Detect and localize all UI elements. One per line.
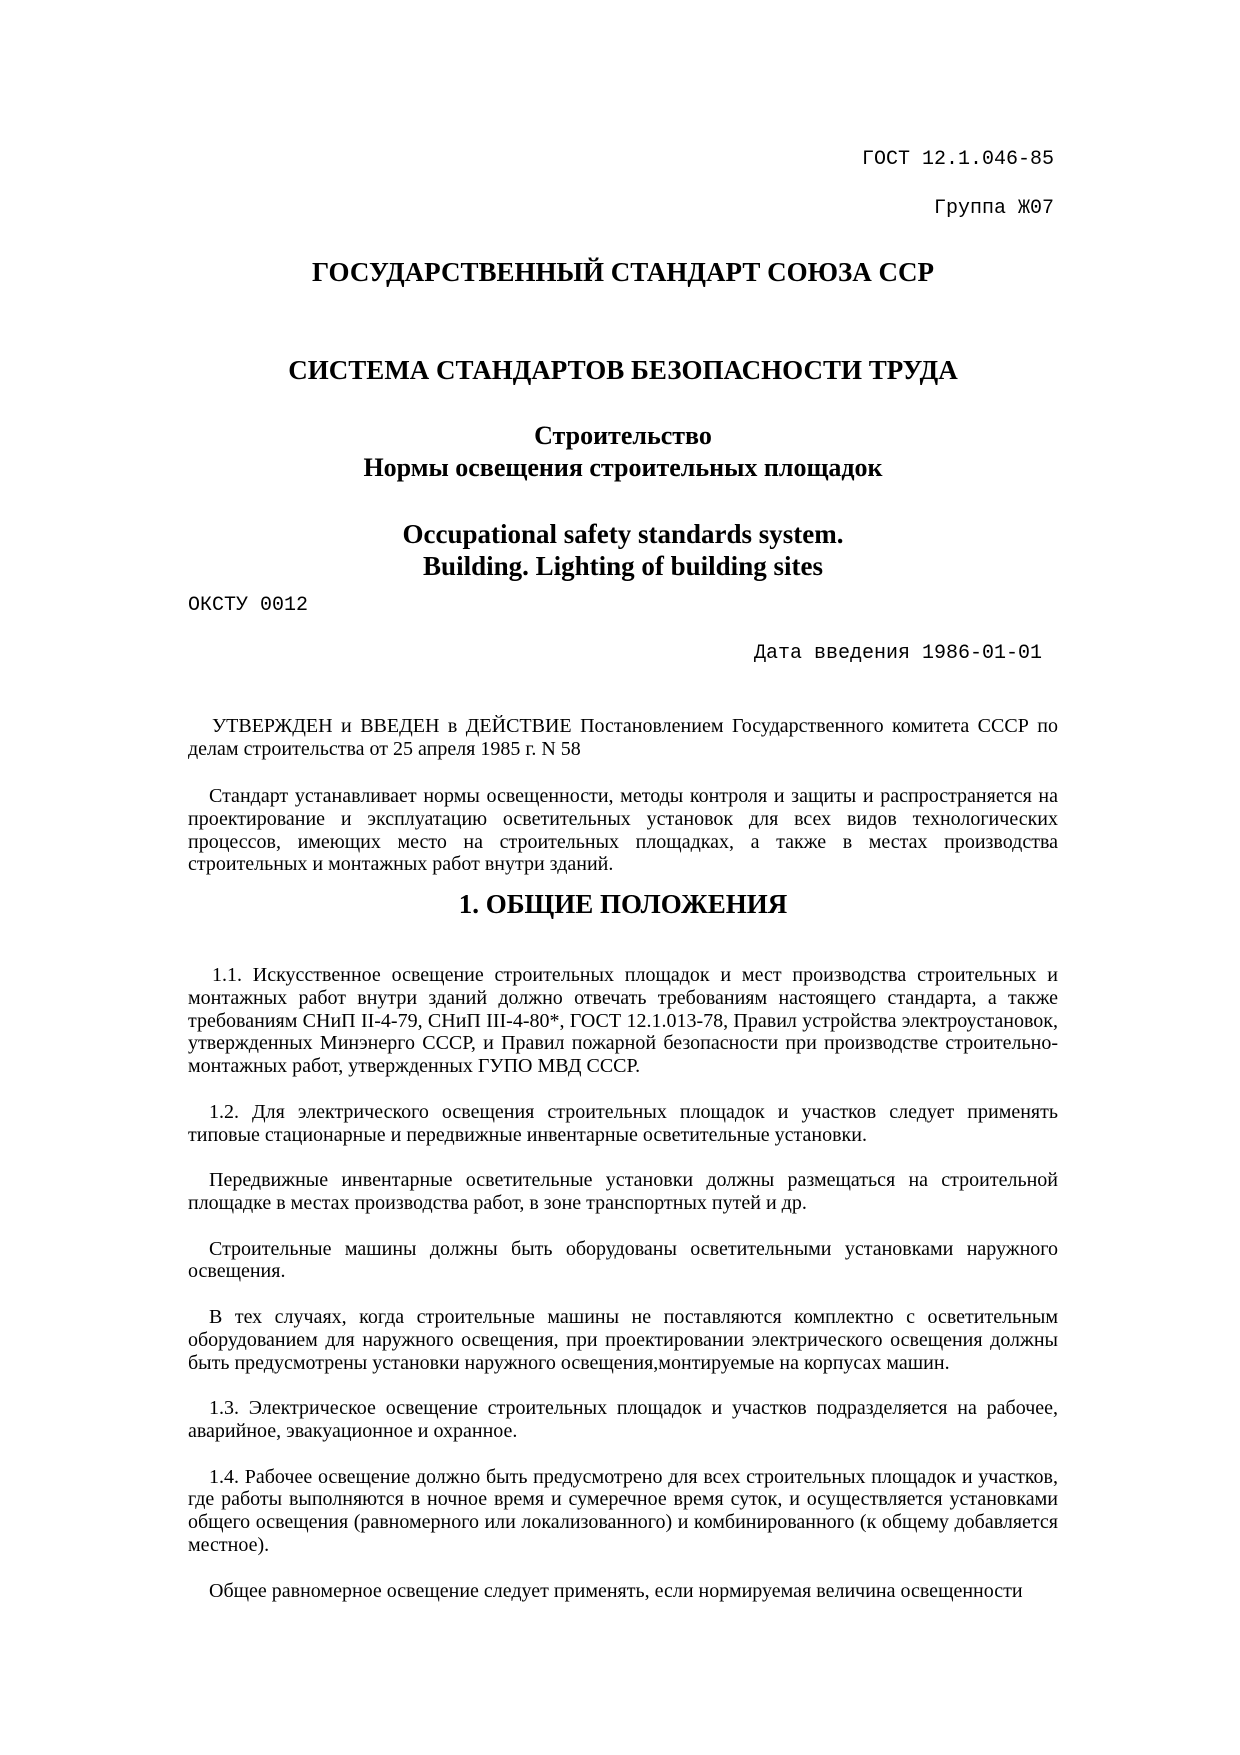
subtitle-lighting-norms: Нормы освещения строительных площадок: [363, 453, 883, 482]
scope-paragraph: Стандарт устанавливает нормы освещенности, методы контроля и защиты и распространяется на проектирование и эксплуатацию осветительных установок для всех видов технологических процессов, имеющих место на строительных площадках, а также в местах производства строительных и монтажных работ внутри зданий.: [188, 785, 1058, 876]
subtitle-construction: Строительство: [534, 421, 712, 450]
paragraph-1-2: 1.2. Для электрического освещения строительных площадок и участков следует применять типовые стационарные и передвижные инвентарные осветительные установки.: [188, 1100, 1058, 1146]
scope-paragraph-block: [188, 785, 1058, 876]
paragraph-1-1: 1.1. Искусственное освещение строительных площадок и мест производства строительных и монтажных работ внутри зданий должно отвечать требованиям настоящего стандарта, а также требованиям СНиП II-4-79, СНиП III-4-80*, ГОСТ 12.1.013-78, Правил устройства электроустановок, утвержденных Минэнерго СССР, и Правил пожарной безопасности при производстве строительно-монтажных работ, утвержденных ГУПО МВД СССР.: [188, 964, 1058, 1078]
english-title-line2: Building. Lighting of building sites: [423, 551, 823, 581]
system-title: СИСТЕМА СТАНДАРТОВ БЕЗОПАСНОСТИ ТРУДА: [288, 355, 958, 385]
section-1-body: [188, 964, 1058, 1602]
paragraph-machines-lighting: Строительные машины должны быть оборудованы осветительными установками наружного освещения.: [188, 1237, 1058, 1283]
paragraph-mobile-installations: Передвижные инвентарные осветительные установки должны размещаться на строительной площадке в местах производства работ, в зоне транспортных путей и др.: [188, 1169, 1058, 1214]
oksty-code: ОКСТУ 0012: [188, 594, 309, 617]
section-1-heading: 1. ОБЩИЕ ПОЛОЖЕНИЯ: [458, 889, 788, 919]
group-code: Группа Ж07: [933, 197, 1054, 220]
approval-paragraph-block: [188, 715, 1058, 761]
paragraph-1-4: 1.4. Рабочее освещение должно быть предусмотрено для всех строительных площадок и участков, где работы выполняются в ночное время и сумеречное время суток, и осуществляется установками общего освещения (равномерного или локализованного) и комбинированного (к общему добавляется местное).: [188, 1465, 1058, 1556]
intro-date: Дата введения 1986-01-01: [753, 642, 1042, 665]
paragraph-machines-not-equipped: В тех случаях, когда строительные машины не поставляются комплектно с осветительным оборудованием для наружного освещения, при проектировании электрического освещения должны быть предусмотрены установки наружного освещения,монтируемые на корпусах машин.: [188, 1305, 1058, 1374]
state-standard-title: ГОСУДАРСТВЕННЫЙ СТАНДАРТ СОЮЗА ССР: [312, 257, 934, 287]
paragraph-general-uniform-lighting: Общее равномерное освещение следует применять, если нормируемая величина освещенности: [209, 1579, 1023, 1602]
english-title-line1: Occupational safety standards system.: [402, 519, 844, 549]
paragraph-1-3: 1.3. Электрическое освещение строительных площадок и участков подразделяется на рабочее, аварийное, эвакуационное и охранное.: [188, 1397, 1058, 1442]
approval-paragraph: УТВЕРЖДЕН и ВВЕДЕН в ДЕЙСТВИЕ Постановлением Государственного комитета СССР по делам строительства от 25 апреля 1985 г. N 58: [188, 715, 1058, 760]
gost-number: ГОСТ 12.1.046-85: [861, 148, 1054, 171]
